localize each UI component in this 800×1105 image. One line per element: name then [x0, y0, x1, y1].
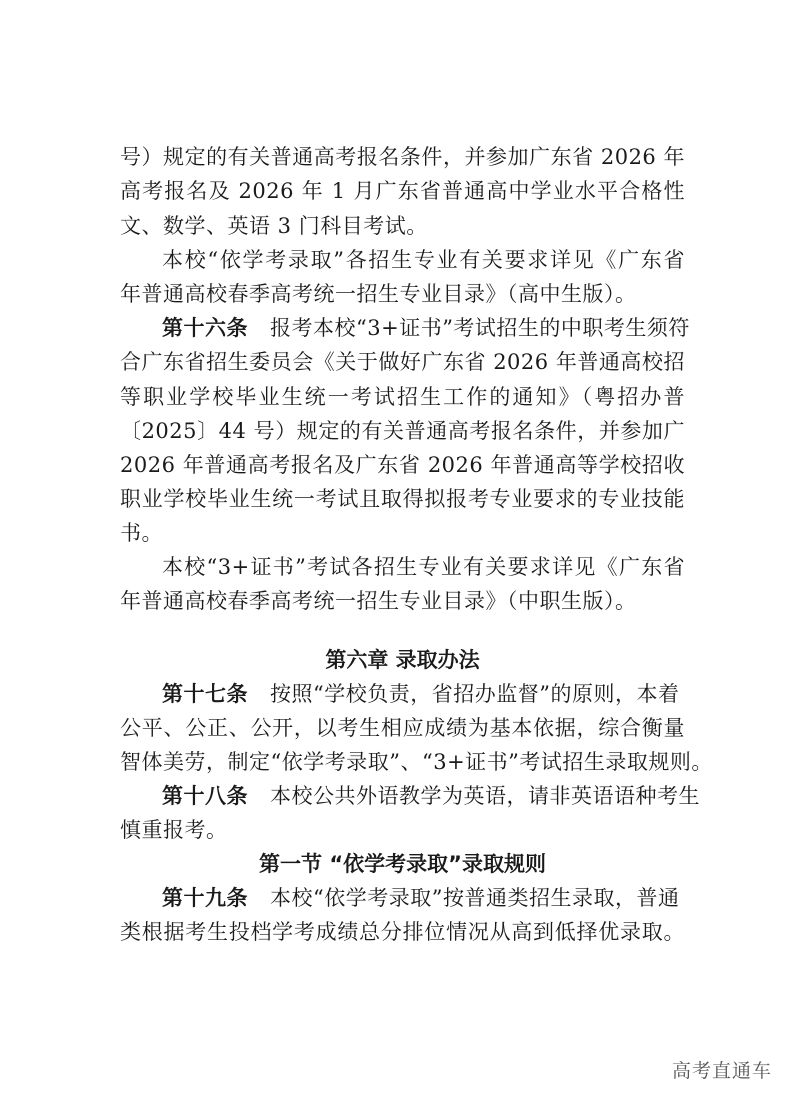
article-paragraph: [162, 680, 679, 708]
text-line: 等职业学校毕业生统一考试招生工作的通知》（粤招办普: [120, 385, 685, 409]
text-line: 2026 年普通高考报名及广东省 2026 年普通高等学校招收: [120, 453, 685, 477]
text-line: 慎重报考。: [120, 818, 228, 842]
article-label: 第十九条: [162, 886, 248, 910]
text-line: 职业学校毕业生统一考试且取得拟报考专业要求的专业技能: [120, 487, 685, 511]
article-label: 第十六条: [162, 316, 248, 340]
text-line: 本校“依学考录取”各招生专业有关要求详见《广东省: [162, 248, 685, 272]
article-label: 第十八条: [162, 784, 248, 808]
article-paragraph: [162, 782, 700, 810]
article-label: 第十七条: [162, 682, 248, 706]
section-heading: 第一节 “依学考录取”录取规则: [259, 852, 546, 876]
text-line: 年普通高校春季高考统一招生专业目录》（高中生版）。: [120, 282, 637, 306]
text-line: 类根据考生投档学考成绩总分排位情况从高到低择优录取。: [120, 920, 685, 944]
watermark-label: 高考直通车: [671, 1060, 772, 1082]
article-paragraph: [162, 884, 679, 912]
text-line: 本校公共外语教学为英语，请非英语语种考生: [270, 784, 700, 808]
text-line: 本校“依学考录取”按普通类招生录取，普通: [270, 886, 680, 910]
text-line: 年普通高校春季高考统一招生专业目录》（中职生版）。: [120, 589, 637, 613]
text-line: 合广东省招生委员会《关于做好广东省 2026 年普通高校招: [120, 350, 685, 374]
text-line: 报考本校“3+证书”考试招生的中职考生须符: [270, 316, 690, 340]
text-line: 按照“学校负责，省招办监督”的原则，本着: [270, 682, 680, 706]
text-line: 〔2025〕44 号）规定的有关普通高考报名条件，并参加广: [120, 419, 685, 443]
article-paragraph: [162, 314, 690, 342]
text-line: 文、数学、英语 3 门科目考试。: [120, 214, 428, 238]
text-line: 公平、公正、公开，以考生相应成绩为基本依据，综合衡量: [120, 716, 685, 740]
text-line: 书。: [120, 521, 163, 545]
text-line: 号）规定的有关普通高考报名条件，并参加广东省 2026 年: [120, 145, 685, 169]
chapter-heading: 第六章 录取办法: [325, 648, 480, 672]
text-line: 本校“3+证书”考试各招生专业有关要求详见《广东省: [162, 555, 685, 579]
text-line: 高考报名及 2026 年 1 月广东省普通高中学业水平合格性: [120, 179, 685, 203]
text-line: 智体美劳，制定“依学考录取”、“3+证书”考试招生录取规则。: [120, 750, 713, 774]
